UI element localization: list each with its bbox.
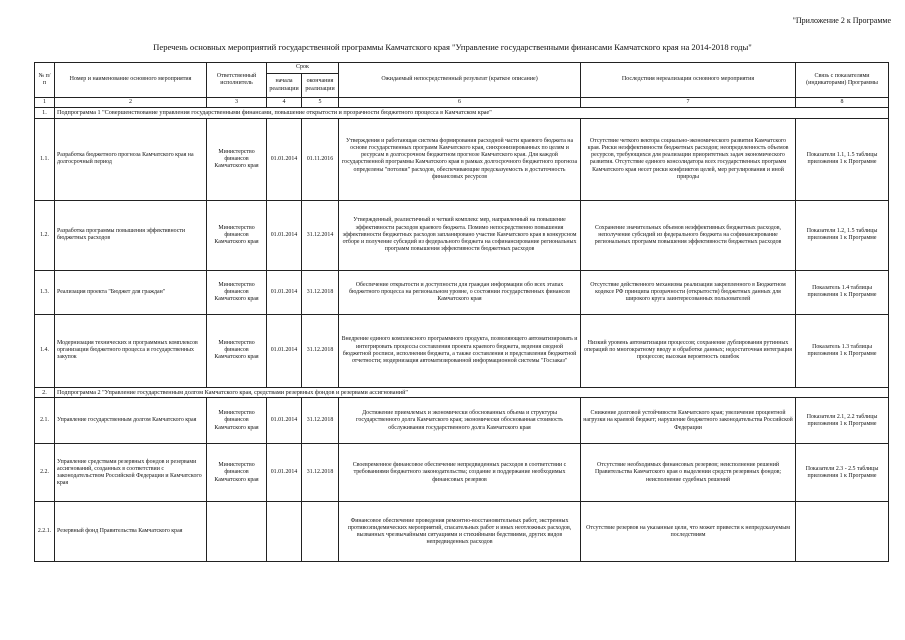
row-end [302, 502, 339, 562]
row-name: Разработка бюджетного прогноза Камчатского края на долгосрочный период [55, 118, 207, 200]
row-end: 31.12.2018 [302, 398, 339, 444]
row-executor: Министерство финансов Камчатского края [207, 444, 267, 502]
row-number: 1.4. [35, 314, 55, 387]
row-executor: Министерство финансов Камчатского края [207, 314, 267, 387]
table-row [35, 398, 889, 444]
table-row [35, 270, 889, 314]
row-executor [207, 502, 267, 562]
col-number: 8 [796, 98, 889, 108]
header-executor: Ответственный исполнитель [207, 63, 267, 98]
row-result: Обеспечение открытости и доступности для граждан информации обо всех этапах бюджетного процесса на региональном уровне, о состоянии государственных финансов Камчатского края [339, 270, 581, 314]
row-result: Внедрение единого комплексного программного продукта, позволяющего автоматизировать и интегрировать процессы составления проекта краевого бюджета, ведения сводной бюджетной росписи, исполнения бюджета, а также составления и представления бюджетной отчетности; модернизация автоматизированной информационной системы "Госзаказ" [339, 314, 581, 387]
col-number: 5 [302, 98, 339, 108]
row-start: 01.01.2014 [267, 398, 302, 444]
row-consequences: Отсутствие резервов на указанные цели, что может привести к непредсказуемым последствиям [581, 502, 796, 562]
row-start: 01.01.2014 [267, 118, 302, 200]
header-no: № п/п [35, 63, 55, 98]
section-number: 1. [35, 108, 55, 119]
row-start: 01.01.2014 [267, 270, 302, 314]
row-start: 01.01.2014 [267, 444, 302, 502]
row-consequences: Отсутствие действенного механизма реализации закрепленного в Бюджетном кодексе РФ принципа прозрачности (открытости) бюджетных данных для широкого круга заинтересованных пользователей [581, 270, 796, 314]
col-number: 4 [267, 98, 302, 108]
measures-table [34, 62, 889, 562]
section-row [35, 108, 889, 119]
row-number: 2.2.1. [35, 502, 55, 562]
table-row [35, 314, 889, 387]
row-start [267, 502, 302, 562]
row-number: 2.2. [35, 444, 55, 502]
row-consequences: Сохранение значительных объемов неэффективных бюджетных расходов, неполучение субсидий из федерального бюджета на софинансирование региональных программ повышения эффективности бюджетных расходов [581, 200, 796, 270]
row-result: Достижение приемлемых и экономически обоснованных объема и структуры государственного долга Камчатского края; экономически обоснованная стоимость обслуживания государственного долга Камчатского края [339, 398, 581, 444]
col-number: 3 [207, 98, 267, 108]
header-term: Срок [267, 63, 339, 74]
header-link: Связь с показателями (индикаторами) Программы [796, 63, 889, 98]
row-link: Показатели 2.1, 2.2 таблицы приложения 1 к Программе [796, 398, 889, 444]
header-consequences: Последствия нереализации основного мероприятия [581, 63, 796, 98]
row-executor: Министерство финансов Камчатского края [207, 270, 267, 314]
row-executor: Министерство финансов Камчатского края [207, 200, 267, 270]
col-number: 7 [581, 98, 796, 108]
row-name: Модернизация технических и программных комплексов организации бюджетного процесса и государственных закупок [55, 314, 207, 387]
row-result: Своевременное финансовое обеспечение непредвиденных расходов в соответствии с требованиями бюджетного законодательства; создание и поддержание необходимых финансовых резервов [339, 444, 581, 502]
table-row [35, 118, 889, 200]
row-link: Показатели 2.3 - 2.5 таблицы приложения 1 к Программе [796, 444, 889, 502]
row-consequences: Низкий уровень автоматизации процессов; сохранение дублирования рутинных операций по многократному вводу и обработке данных; недостаточная интеграция процессов; высокая вероятность ошибок [581, 314, 796, 387]
row-consequences: Снижение долговой устойчивости Камчатского края; увеличение процентной нагрузки на краевой бюджет; нарушение бюджетного законодательства Российской Федерации [581, 398, 796, 444]
table-row [35, 502, 889, 562]
col-number: 2 [55, 98, 207, 108]
row-executor: Министерство финансов Камчатского края [207, 398, 267, 444]
row-number: 1.1. [35, 118, 55, 200]
row-name: Управление средствами резервных фондов и резервами ассигнований, созданных в соответствии с законодательством Российской Федерации и Камчатского края [55, 444, 207, 502]
row-result: Финансовое обеспечение проведения ремонтно-восстановительных работ, экстренных противоэпидемических мероприятий, спасательных работ и иных неотложных расходов, вызванных чрезвычайными ситуациями и стихийными бедствиями, других видов непредвиденных расходов [339, 502, 581, 562]
row-start: 01.01.2014 [267, 314, 302, 387]
row-result: Утвержденный, реалистичный и четкий комплекс мер, направленный на повышение эффективности расходов краевого бюджета. Помимо непосредственно повышения эффективности бюджетных расходов запланировано участие Камчатского края в конкурсном отборе и получение субсидий из федерального бюджета на софинансирование региональных программ повышения эффективности бюджетных расходов [339, 200, 581, 270]
row-name: Управление государственным долгом Камчатского края [55, 398, 207, 444]
document-title: Перечень основных мероприятий государственной программы Камчатского края "Управление государственными финансами Камчатского края на 2014-2018 годы" [153, 42, 752, 52]
header-start: начала реализации [267, 74, 302, 98]
row-end: 31.12.2018 [302, 444, 339, 502]
row-link: Показатель 1.3 таблицы приложения 1 к Программе [796, 314, 889, 387]
row-consequences: Отсутствие необходимых финансовых резервов; неисполнение решений Правительства Камчатского края о выделении средств резервных фондов; неисполнение судебных решений [581, 444, 796, 502]
row-name: Разработка программы повышения эффективности бюджетных расходов [55, 200, 207, 270]
row-end: 31.12.2018 [302, 314, 339, 387]
header-result: Ожидаемый непосредственный результат (краткое описание) [339, 63, 581, 98]
appendix-label: "Приложение 2 к Программе [792, 16, 891, 25]
header-end: окончания реализации [302, 74, 339, 98]
row-executor: Министерство финансов Камчатского края [207, 118, 267, 200]
row-link: Показатели 1.1, 1.5 таблицы приложения 1 к Программе [796, 118, 889, 200]
table-row [35, 200, 889, 270]
row-consequences: Отсутствие четкого вектора социально-экономического развития Камчатского края. Риски неэффективности бюджетных расходов; неопределенность объемов ресурсов, требующихся для реализации приоритетных задач экономического развития. Отсутствие единого консолидатора всех государственных программ Камчатского края несет риски конфликтов целей, мер регулирования и иной природы [581, 118, 796, 200]
col-number: 6 [339, 98, 581, 108]
row-end: 01.11.2016 [302, 118, 339, 200]
row-link [796, 502, 889, 562]
row-name: Реализация проекта "Бюджет для граждан" [55, 270, 207, 314]
section-title: Подпрограмма 1 "Совершенствование управления государственными финансами, повышение открытости и прозрачности бюджетного процесса в Камчатском крае" [55, 108, 889, 119]
section-row [35, 387, 889, 398]
col-number: 1 [35, 98, 55, 108]
row-start: 01.01.2014 [267, 200, 302, 270]
row-number: 1.2. [35, 200, 55, 270]
row-end: 31.12.2018 [302, 270, 339, 314]
section-number: 2. [35, 387, 55, 398]
row-link: Показатели 1.2, 1.5 таблицы приложения 1 к Программе [796, 200, 889, 270]
row-result: Утверждения и работающая система формирования расходной части краевого бюджета на основе государственных программ Камчатского края, синхронизированных по целям и ресурсам в долгосрочном бюджетном прогнозе Камчатского края. Для каждой государственной программы Камчатского края в рамках долгосрочного бюджетного прогноза определены "потолки" расходов, обеспечивающие предсказуемость и достаточность финансовых ресурсов [339, 118, 581, 200]
row-end: 31.12.2014 [302, 200, 339, 270]
row-name: Резервный фонд Правительства Камчатского края [55, 502, 207, 562]
row-link: Показатель 1.4 таблицы приложения 1 к Программе [796, 270, 889, 314]
row-number: 2.1. [35, 398, 55, 444]
row-number: 1.3. [35, 270, 55, 314]
header-name: Номер и наименование основного мероприятия [55, 63, 207, 98]
section-title: Подпрограмма 2 "Управление государственным долгом Камчатского края, средствами резервных фондов и резервами ассигнований" [55, 387, 889, 398]
table-row [35, 444, 889, 502]
